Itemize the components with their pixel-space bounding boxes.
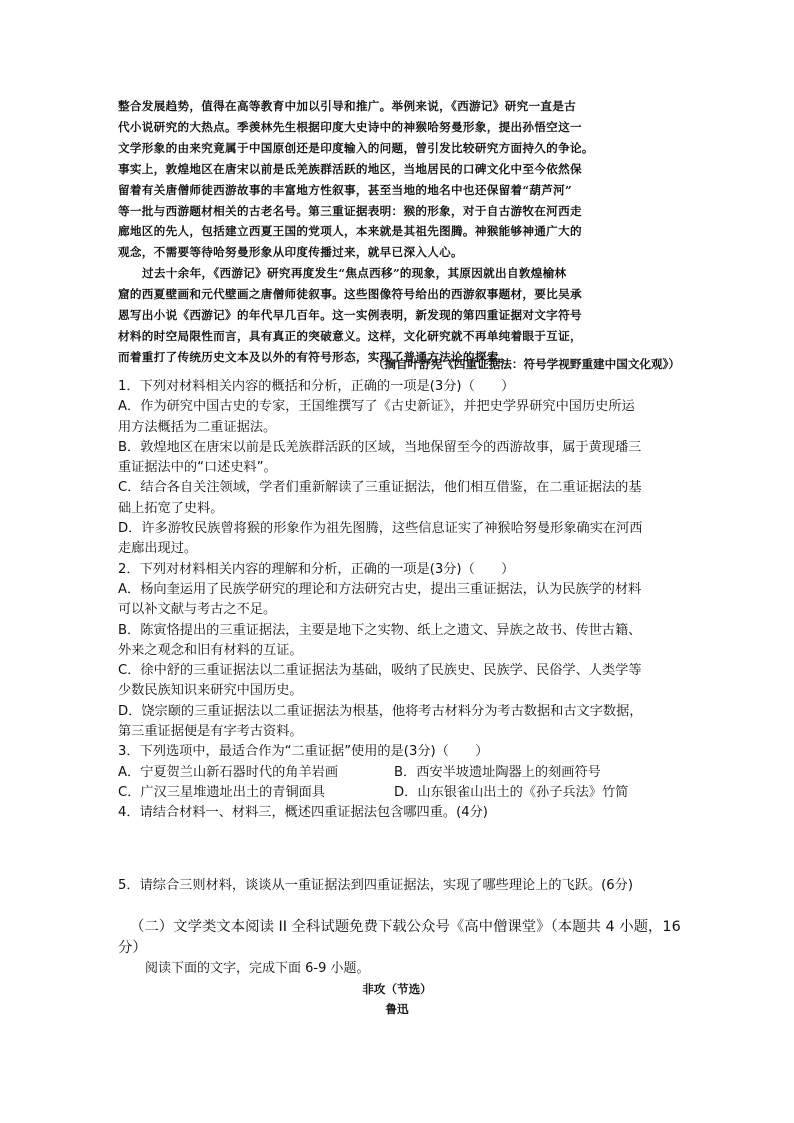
question-1-option: 重证据法中的“口述史料”。 [118, 460, 277, 476]
question-2-option: 外来之观念和旧有材料的互证。 [118, 642, 303, 658]
reading-instruction: 阅读下面的文字，完成下面 6-9 小题。 [145, 961, 370, 976]
passage-line: 文学形象的由来究竟属于中国原创还是印度输入的问题，曾引发比较研究方面持久的争论。 [118, 140, 594, 155]
question-1-option: 用方法概括为二重证据法。 [118, 419, 277, 435]
question-2-option: A．杨向奎运用了民族学研究的理论和方法研究古史，提出三重证据法，认为民族学的材料 [118, 581, 642, 597]
passage-line: 材料的时空局限性而言，具有真正的突破意义。这样，文化研究就不再单纯着眼于互证， [118, 328, 582, 343]
passage-line: 窟的西夏壁画和元代壁画之唐僧师徒叙事。这些图像符号给出的西游叙事题材，要比吴承 [118, 287, 582, 302]
question-5-stem: 5．请综合三则材料，谈谈从一重证据法到四重证据法，实现了哪些理论上的飞跃。(6分) [118, 878, 634, 893]
question-2-option: 可以补文献与考古之不足。 [118, 602, 277, 618]
question-list [118, 377, 684, 824]
passage-line: 而着重打了传统历史文本及以外的有符号形态，实现了普通方法论的探索。 [118, 349, 511, 364]
passage-line: 整合发展趋势，值得在高等教育中加以引导和推广。举例来说，《西游记》研究一直是古 [118, 99, 577, 113]
question-3-option-c: C．广汉三星堆遗址出土的青铜面具 [118, 784, 326, 800]
question-2-option: B．陈寅恪提出的三重证据法，主要是地下之实物、纸上之遗文、异族之故书、传世古籍、 [118, 622, 642, 638]
question-3-option-row [118, 763, 684, 783]
question-1-option: B．敦煌地区在唐宋以前是氐羌族群活跃的区域，当地保留至今的西游故事，属于黄现璠三 [118, 439, 642, 455]
section-heading: （二）文学类文本阅读 II 全科试题免费下载公众号《高中僧课堂》（本题共 4 小题，16 分） [118, 919, 681, 956]
passage-line: 代小说研究的大热点。季羡林先生根据印度大史诗中的神猴哈努曼形象，提出孙悟空这一 [118, 119, 582, 134]
question-1-stem: 1．下列对材料相关内容的概括和分析，正确的一项是(3分)（ ） [118, 379, 515, 394]
question-2-option: D．饶宗颐的三重证据法以二重证据法为根基，他将考古材料分为考古数据和古文字数据， [118, 703, 643, 719]
question-2-option: 第三重证据便是有字考古资料。 [118, 724, 303, 740]
text-author: 鲁迅 [385, 1002, 409, 1016]
question-4-stem: 4．请结合材料一、材料三，概述四重证据法包含哪四重。(4分) [118, 805, 488, 821]
question-2-option: 少数民族知识来研究中国历史。 [118, 683, 303, 699]
passage-line: 留着有关唐僧师徒西游故事的丰富地方性叙事，甚至当地的地名中也还保留着“葫芦河” [118, 182, 573, 197]
question-3-option-b: B．西安半坡遗址陶器上的刻画符号 [394, 764, 601, 780]
question-3-stem: 3．下列选项中，最适合作为“二重证据”使用的是(3分)（ ） [118, 744, 489, 760]
passage-line: 事实上，敦煌地区在唐宋以前是氐羌族群活跃的地区，当地居民的口碑文化中至今依然保 [118, 161, 582, 176]
question-1-option: C．结合各自关注领域，学者们重新解读了三重证据法，他们相互借鉴，在二重证据法的基 [118, 480, 642, 496]
question-3-option-row [118, 783, 684, 803]
question-1-option: 础上拓宽了史料。 [118, 500, 224, 516]
source-citation: （摘自叶舒宪《四重证据法：符号学视野重建中国文化观》） [372, 357, 680, 371]
question-3-option-d: D．山东银雀山出土的《孙子兵法》竹简 [394, 784, 629, 800]
reading-passage [118, 96, 674, 368]
question-2-option: C．徐中舒的三重证据法以二重证据法为基础，吸纳了民族史、民族学、民俗学、人类学等 [118, 663, 642, 679]
text-title: 非攻（节选） [362, 982, 432, 996]
question-1-option: A．作为研究中国古史的专家，王国维撰写了《古史新证》，并把史学界研究中国历史所运 [118, 399, 635, 415]
question-1-option: D．许多游牧民族曾将猴的形象作为祖先图腾，这些信息证实了神猴哈努曼形象确实在河西 [118, 521, 643, 537]
passage-line: 过去十余年，《西游记》研究再度发生“焦点西移”的现象，其原因就出自敦煌榆林 [142, 266, 567, 281]
question-1-option: 走廊出现过。 [118, 541, 198, 557]
passage-line: 观念，不需要等待哈努曼形象从印度传播过来，就早已深入人心。 [118, 245, 463, 260]
passage-line: 廊地区的先人，包括建立西夏王国的党项人，本来就是其祖先图腾。神猴能够神通广大的 [118, 224, 582, 239]
question-2-stem: 2．下列对材料相关内容的理解和分析，正确的一项是(3分)（ ） [118, 561, 515, 577]
question-3-option-a: A．宁夏贺兰山新石器时代的角羊岩画 [118, 764, 339, 780]
passage-line: 恩写出小说《西游记》的年代早几百年。这一实例表明，新发现的第四重证据对文字符号 [118, 308, 582, 323]
passage-line: 等一批与西游题材相关的古老名号。第三重证据表明：猴的形象，对于自古游牧在河西走 [118, 203, 582, 218]
